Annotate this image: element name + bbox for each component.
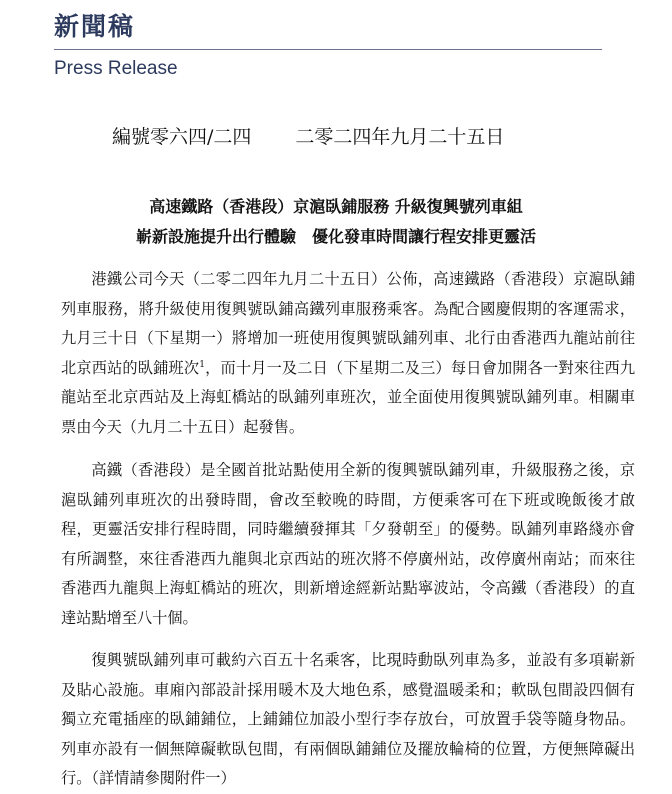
masthead-divider [54,49,602,50]
paragraph-2: 高鐵（香港段）是全國首批站點使用全新的復興號臥鋪列車，升級服務之後，京滬臥鋪列車班次的出發時間，會改至較晚的時間，方便乘客可在下班或晚飯後才啟程，更靈活安排行程時間，同時繼續發揮其「夕發朝至」的優勢。臥鋪列車路綫亦會有所調整，來往香港西九龍與北京西站的班次將不停廣州站，改停廣州南站；而來往香港西九龍與上海虹橋站的班次，則新增途經新站點寧波站，令高鐵（香港段）的直達站點增至八十個。 [61,461,635,627]
headline-line-1: 高速鐵路（香港段）京滬臥鋪服務 升級復興號列車組 [149,197,523,216]
reference-number: 編號零六四/二四 [112,126,252,148]
release-date: 二零二四年九月二十五日 [295,126,505,148]
paragraph-1-part-a: 港鐵公司今天（二零二四年九月二十五日）公佈，高速鐵路（香港段）京滬臥鋪列車服務，將升級使用復興號臥鋪高鐵列車服務乘客。為配合國慶假期的客運需求，九月三十日（下星期一）將增加一班使用復興號臥鋪列車、北行由香港西九龍站前往北京西站的臥鋪班次 [61,270,635,377]
paragraph-1 [61,265,635,442]
footnote-marker: 1 [199,359,205,370]
paragraph-1-part-b: ，而十月一及二日（下星期二及三）每日會加開各一對來往西九龍站至北京西站及上海虹橋站的臥鋪列車班次，並全面使用復興號臥鋪列車。相關車票由今天（九月二十五日）起發售。 [61,358,636,436]
masthead [54,10,135,44]
headline [0,192,672,252]
reference-line [112,124,504,150]
masthead-title: 新聞稿 [54,12,136,41]
paragraph-3: 復興號臥鋪列車可載約六百五十名乘客，比現時動臥列車為多，並設有多項嶄新及貼心設施。車廂內部設計採用暖木及大地色系，感覺溫暖柔和；軟臥包間設四個有獨立充電插座的臥鋪鋪位，上鋪鋪位加設小型行李存放台，可放置手袋等隨身物品。列車亦設有一個無障礙軟臥包間，有兩個臥鋪鋪位及擺放輪椅的位置，方便無障礙出行。（詳情請參閱附件一） [61,651,635,787]
masthead-subtitle: Press Release [54,58,178,79]
headline-line-2: 嶄新設施提升出行體驗 優化發車時間讓行程安排更靈活 [135,227,536,246]
